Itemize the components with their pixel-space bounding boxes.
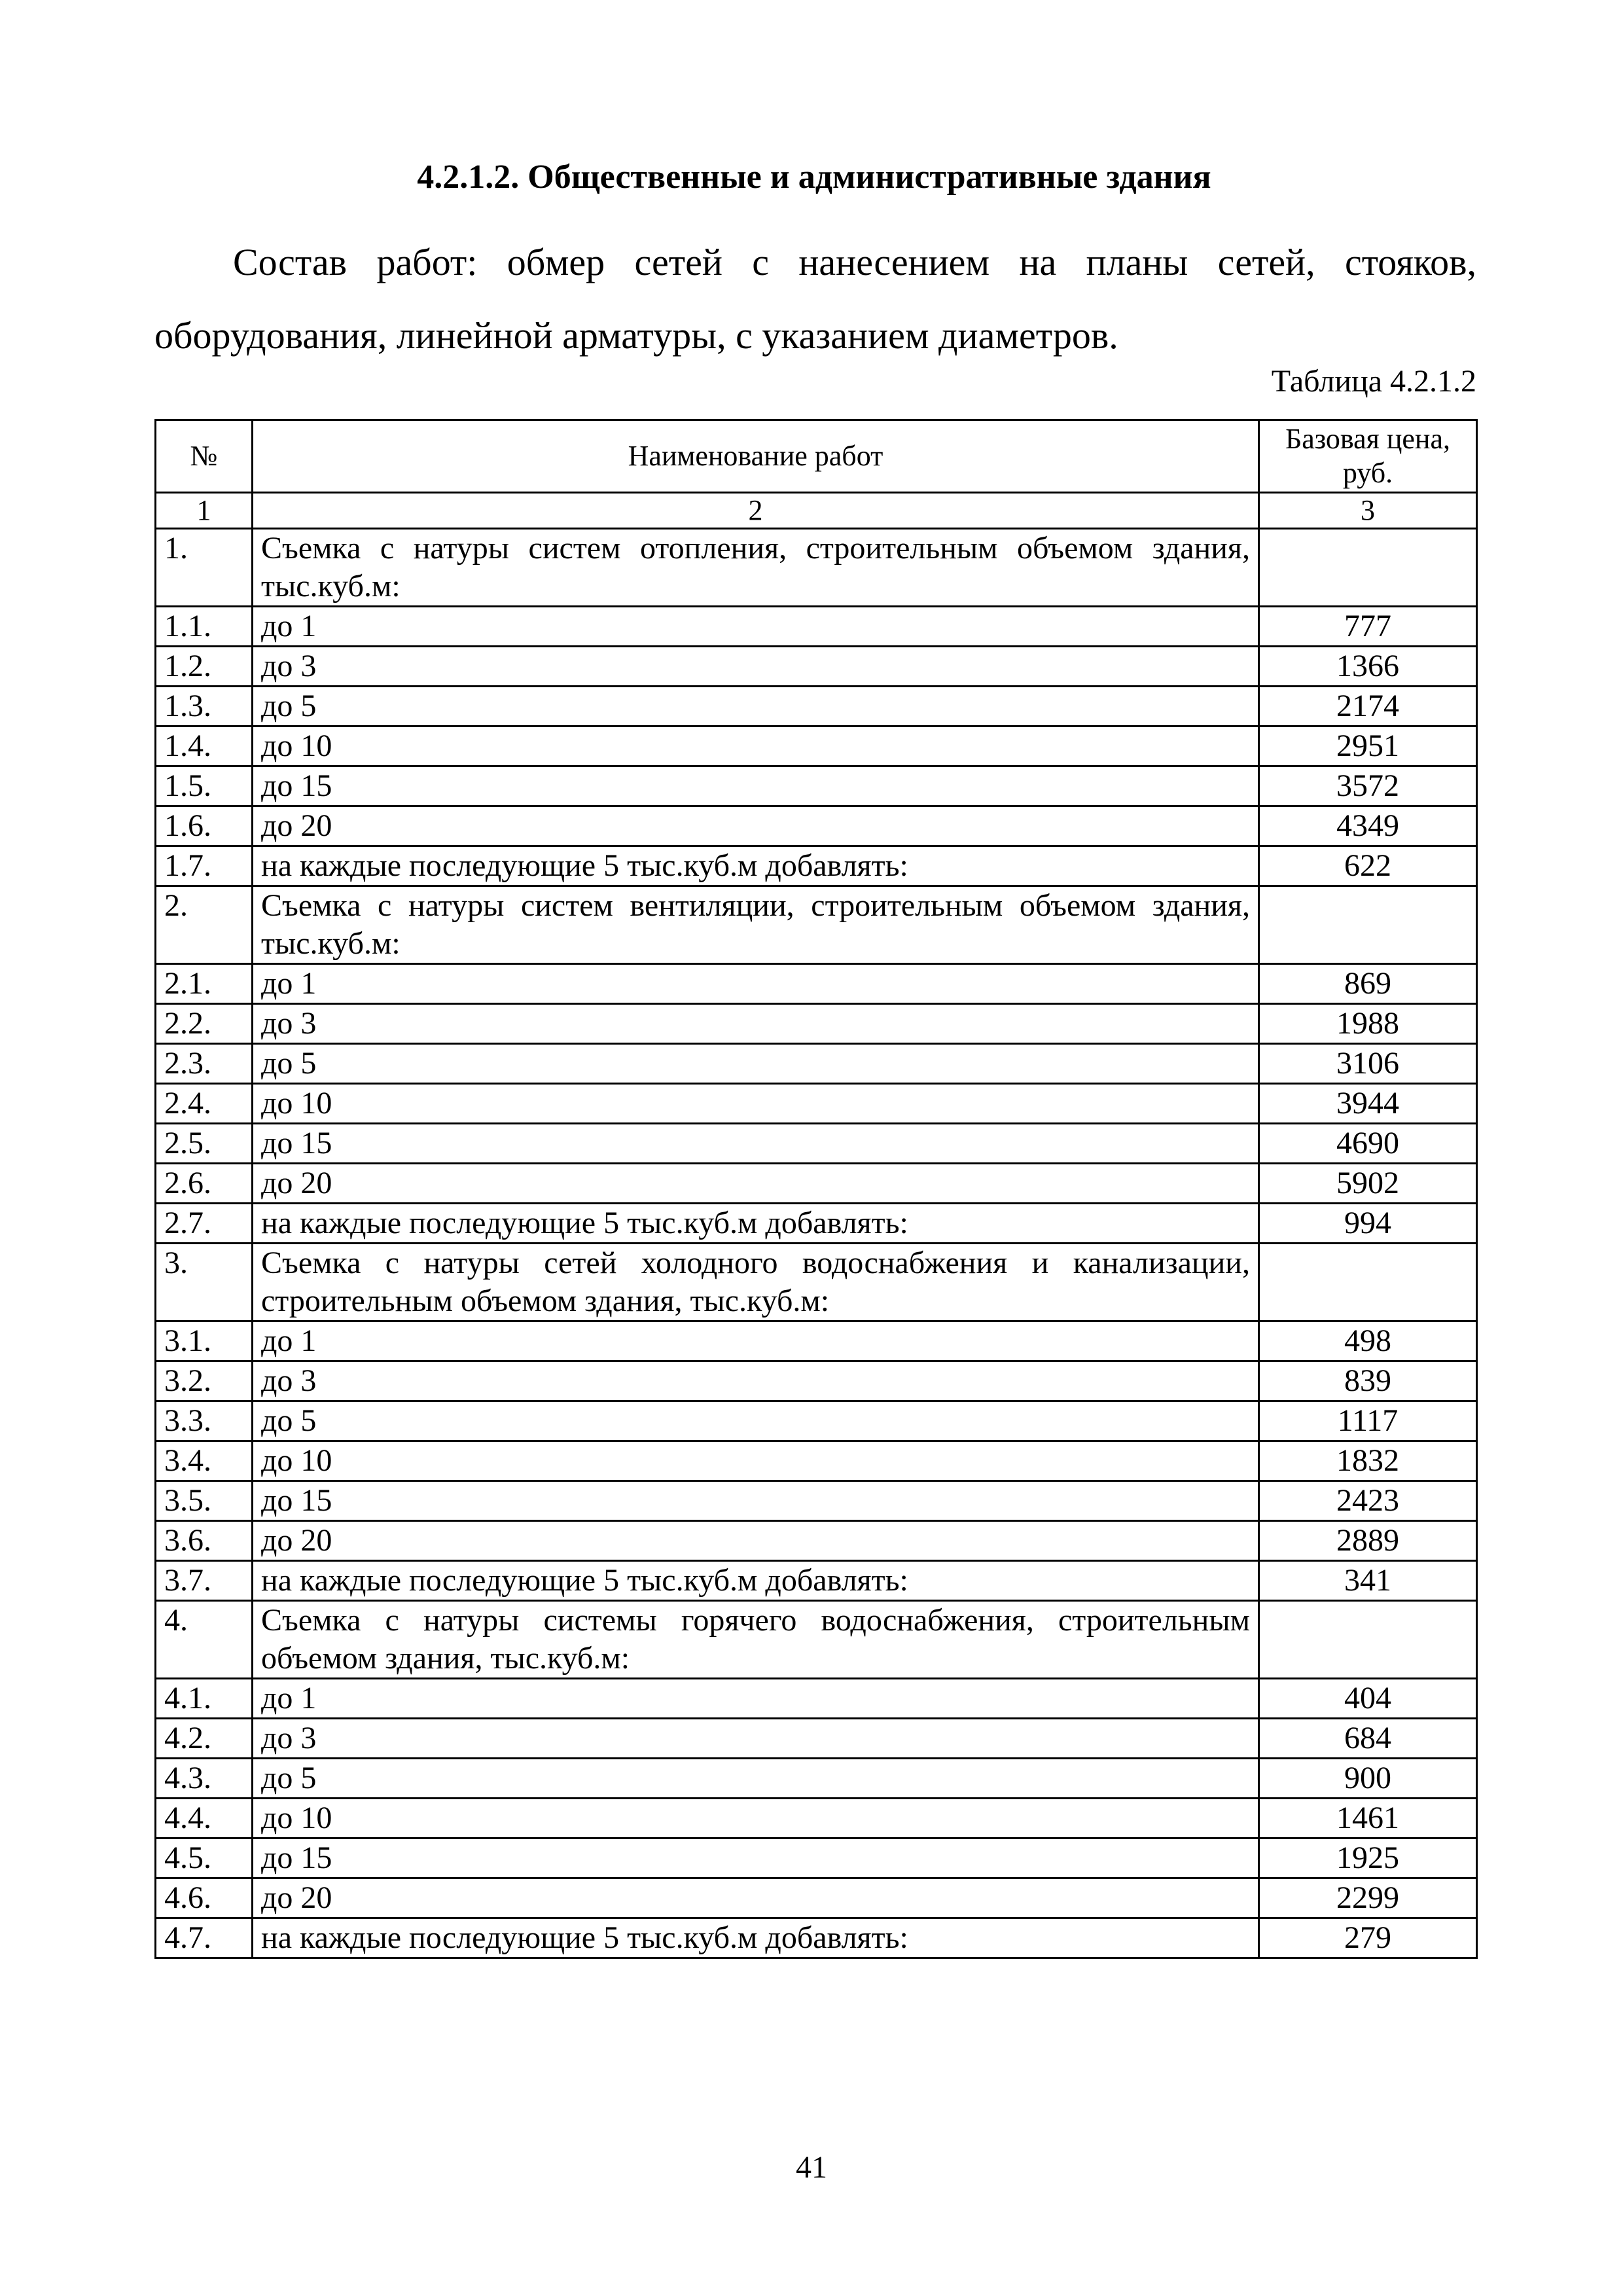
table-row xyxy=(156,886,1477,964)
table-row xyxy=(156,1918,1477,1958)
table-row xyxy=(156,726,1477,766)
row-work-name: на каждые последующие 5 тыс.куб.м добавлять: xyxy=(253,1561,1259,1601)
row-number: 4. xyxy=(156,1601,253,1679)
table-row xyxy=(156,1878,1477,1918)
page-number: 41 xyxy=(796,2150,827,2185)
table-row xyxy=(156,1679,1477,1719)
row-number: 2.4. xyxy=(156,1084,253,1124)
table-row xyxy=(156,607,1477,647)
row-price: 404 xyxy=(1259,1679,1477,1719)
row-price: 2951 xyxy=(1259,726,1477,766)
row-price: 4349 xyxy=(1259,806,1477,846)
row-work-name: до 10 xyxy=(253,1441,1259,1481)
row-group-title: Съемка с натуры системы горячего водоснабжения, строительным объемом здания, тыс.куб.м: xyxy=(253,1601,1259,1679)
row-work-name: до 10 xyxy=(253,726,1259,766)
row-price: 4690 xyxy=(1259,1124,1477,1164)
row-work-name: до 20 xyxy=(253,1878,1259,1918)
table-row xyxy=(156,1719,1477,1759)
row-work-name: до 20 xyxy=(253,1521,1259,1561)
row-number: 3.6. xyxy=(156,1521,253,1561)
table-row xyxy=(156,1759,1477,1799)
row-work-name: до 15 xyxy=(253,1481,1259,1521)
table-row xyxy=(156,1044,1477,1084)
table-caption: Таблица 4.2.1.2 xyxy=(1271,364,1476,399)
row-price: 5902 xyxy=(1259,1164,1477,1204)
row-number: 4.4. xyxy=(156,1799,253,1839)
row-price: 498 xyxy=(1259,1321,1477,1361)
row-price xyxy=(1259,1244,1477,1321)
table-row xyxy=(156,1839,1477,1878)
row-price: 1925 xyxy=(1259,1839,1477,1878)
row-price: 1117 xyxy=(1259,1401,1477,1441)
table-row xyxy=(156,1441,1477,1481)
table-row xyxy=(156,1004,1477,1044)
row-number: 4.6. xyxy=(156,1878,253,1918)
work-description-paragraph: Состав работ: обмер сетей с нанесением на планы сетей, стояков, оборудования, линейной арматуры, с указанием диаметров. xyxy=(154,241,1476,357)
row-work-name: до 15 xyxy=(253,1839,1259,1878)
column-number: 3 xyxy=(1259,493,1477,529)
row-number: 3. xyxy=(156,1244,253,1321)
row-price: 900 xyxy=(1259,1759,1477,1799)
table-row xyxy=(156,1204,1477,1244)
row-price: 341 xyxy=(1259,1561,1477,1601)
row-work-name: до 5 xyxy=(253,1044,1259,1084)
row-price: 3572 xyxy=(1259,766,1477,806)
row-work-name: до 3 xyxy=(253,1361,1259,1401)
row-price xyxy=(1259,886,1477,964)
column-number: 2 xyxy=(253,493,1259,529)
row-price: 839 xyxy=(1259,1361,1477,1401)
row-price xyxy=(1259,1601,1477,1679)
row-number: 2.5. xyxy=(156,1124,253,1164)
row-work-name: до 10 xyxy=(253,1084,1259,1124)
table-row xyxy=(156,766,1477,806)
row-number: 2.7. xyxy=(156,1204,253,1244)
row-price: 622 xyxy=(1259,846,1477,886)
row-work-name: до 5 xyxy=(253,687,1259,726)
row-number: 1.5. xyxy=(156,766,253,806)
row-work-name: на каждые последующие 5 тыс.куб.м добавлять: xyxy=(253,846,1259,886)
row-work-name: до 20 xyxy=(253,1164,1259,1204)
row-work-name: до 5 xyxy=(253,1759,1259,1799)
row-number: 3.1. xyxy=(156,1321,253,1361)
row-number: 3.5. xyxy=(156,1481,253,1521)
table-row xyxy=(156,1084,1477,1124)
table-row xyxy=(156,806,1477,846)
row-price: 3106 xyxy=(1259,1044,1477,1084)
row-price: 2423 xyxy=(1259,1481,1477,1521)
row-number: 2.6. xyxy=(156,1164,253,1204)
row-work-name: до 20 xyxy=(253,806,1259,846)
row-price: 1461 xyxy=(1259,1799,1477,1839)
row-price: 684 xyxy=(1259,1719,1477,1759)
row-number: 4.5. xyxy=(156,1839,253,1878)
table-body xyxy=(156,529,1477,1958)
row-work-name: до 3 xyxy=(253,1719,1259,1759)
row-number: 3.2. xyxy=(156,1361,253,1401)
row-number: 4.1. xyxy=(156,1679,253,1719)
row-price: 1366 xyxy=(1259,647,1477,687)
table-row xyxy=(156,1244,1477,1321)
row-price: 1988 xyxy=(1259,1004,1477,1044)
row-work-name: до 15 xyxy=(253,1124,1259,1164)
table-row xyxy=(156,1124,1477,1164)
row-number: 3.3. xyxy=(156,1401,253,1441)
row-price: 2889 xyxy=(1259,1521,1477,1561)
row-number: 1.6. xyxy=(156,806,253,846)
table-row xyxy=(156,1321,1477,1361)
row-price: 994 xyxy=(1259,1204,1477,1244)
row-price: 777 xyxy=(1259,607,1477,647)
row-work-name: до 10 xyxy=(253,1799,1259,1839)
row-price: 279 xyxy=(1259,1918,1477,1958)
row-number: 4.7. xyxy=(156,1918,253,1958)
row-work-name: до 5 xyxy=(253,1401,1259,1441)
row-group-title: Съемка с натуры сетей холодного водоснабжения и канализации, строительным объемом здания, тыс.куб.м: xyxy=(253,1244,1259,1321)
table-header-row xyxy=(156,420,1477,493)
row-work-name: на каждые последующие 5 тыс.куб.м добавлять: xyxy=(253,1918,1259,1958)
table-row xyxy=(156,1561,1477,1601)
row-price xyxy=(1259,529,1477,607)
row-work-name: до 1 xyxy=(253,964,1259,1004)
header-number: № xyxy=(156,420,253,493)
row-number: 1.3. xyxy=(156,687,253,726)
row-number: 2. xyxy=(156,886,253,964)
row-price: 3944 xyxy=(1259,1084,1477,1124)
table-row xyxy=(156,647,1477,687)
row-price: 869 xyxy=(1259,964,1477,1004)
row-number: 4.3. xyxy=(156,1759,253,1799)
row-group-title: Съемка с натуры систем вентиляции, строительным объемом здания, тыс.куб.м: xyxy=(253,886,1259,964)
row-group-title: Съемка с натуры систем отопления, строительным объемом здания, тыс.куб.м: xyxy=(253,529,1259,607)
table-row xyxy=(156,964,1477,1004)
column-number: 1 xyxy=(156,493,253,529)
table-row xyxy=(156,1401,1477,1441)
row-work-name: до 1 xyxy=(253,1321,1259,1361)
table-row xyxy=(156,1481,1477,1521)
row-price: 2174 xyxy=(1259,687,1477,726)
header-price: Базовая цена, руб. xyxy=(1259,420,1477,493)
table-row xyxy=(156,1521,1477,1561)
table-row xyxy=(156,1361,1477,1401)
row-work-name: на каждые последующие 5 тыс.куб.м добавлять: xyxy=(253,1204,1259,1244)
row-number: 1. xyxy=(156,529,253,607)
table-row xyxy=(156,1799,1477,1839)
row-work-name: до 3 xyxy=(253,647,1259,687)
price-table xyxy=(154,419,1478,1959)
row-work-name: до 1 xyxy=(253,607,1259,647)
column-number-row xyxy=(156,493,1477,529)
row-number: 1.7. xyxy=(156,846,253,886)
row-number: 1.2. xyxy=(156,647,253,687)
row-price: 2299 xyxy=(1259,1878,1477,1918)
table-row xyxy=(156,529,1477,607)
header-name: Наименование работ xyxy=(253,420,1259,493)
table-row xyxy=(156,846,1477,886)
table-row xyxy=(156,687,1477,726)
table-row xyxy=(156,1601,1477,1679)
row-number: 3.7. xyxy=(156,1561,253,1601)
row-work-name: до 1 xyxy=(253,1679,1259,1719)
row-number: 2.3. xyxy=(156,1044,253,1084)
row-number: 4.2. xyxy=(156,1719,253,1759)
row-price: 1832 xyxy=(1259,1441,1477,1481)
row-number: 2.2. xyxy=(156,1004,253,1044)
row-work-name: до 15 xyxy=(253,766,1259,806)
row-number: 2.1. xyxy=(156,964,253,1004)
section-heading: 4.2.1.2. Общественные и административные здания xyxy=(417,158,1211,196)
row-number: 1.1. xyxy=(156,607,253,647)
table-row xyxy=(156,1164,1477,1204)
row-number: 3.4. xyxy=(156,1441,253,1481)
row-work-name: до 3 xyxy=(253,1004,1259,1044)
row-number: 1.4. xyxy=(156,726,253,766)
